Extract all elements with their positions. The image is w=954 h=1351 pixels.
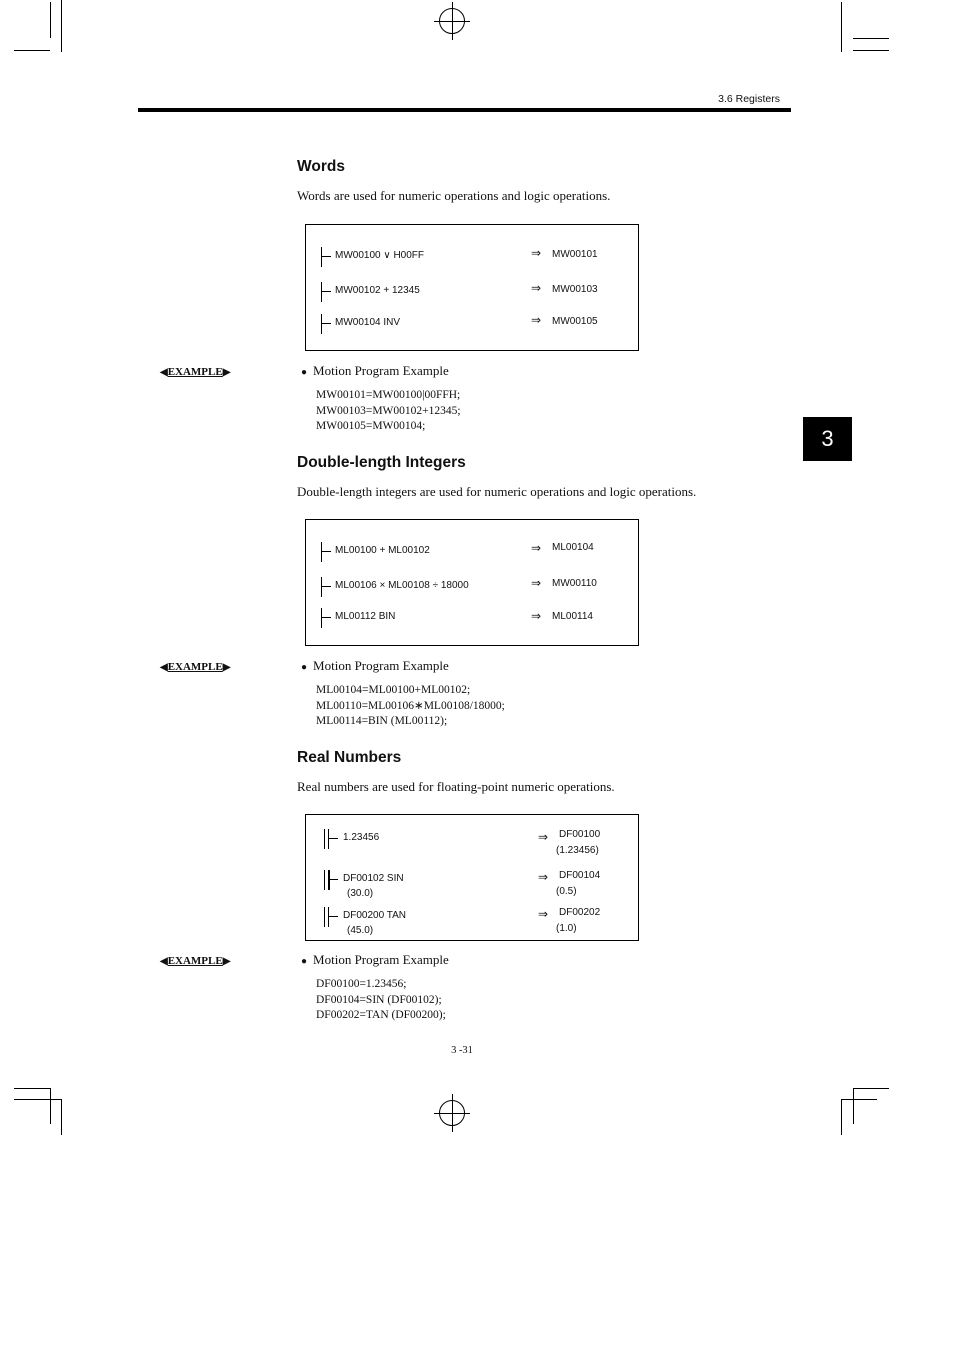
rung-expression: ML00106 × ML00108 ÷ 18000 (335, 580, 469, 591)
rung-expression-value: (45.0) (347, 925, 374, 936)
section-description-words: Words are used for numeric operations and logic operations. (297, 188, 611, 203)
code-example (316, 977, 446, 1024)
code-line: ML00110=ML00106∗ML00108/18000; (316, 699, 505, 712)
triangle-right-icon: ▶ (222, 662, 231, 673)
section-description-real-numbers: Real numbers are used for floating-point numeric operations. (297, 779, 615, 794)
triangle-left-icon: ◀ (160, 662, 168, 673)
header-rule (138, 108, 791, 112)
section-title-words: Words (297, 158, 345, 175)
bullet-icon: ● (301, 662, 308, 673)
rung-destination: MW00105 (552, 316, 598, 327)
section-title-real-numbers: Real Numbers (297, 749, 402, 766)
example-tag: ◀EXAMPLE▶ (160, 955, 231, 967)
assign-arrow-icon: ⇒ (538, 870, 549, 884)
code-line: DF00202=TAN (DF00200); (316, 1009, 446, 1021)
code-line: ML00104=ML00100+ML00102; (316, 684, 471, 696)
rung-destination: DF00202 (559, 907, 601, 918)
triangle-left-icon: ◀ (160, 367, 168, 378)
triangle-right-icon: ▶ (222, 367, 231, 378)
code-line: MW00101=MW00100|00FFH; (316, 389, 461, 401)
rung-destination: DF00104 (559, 870, 601, 881)
example-tag: ◀EXAMPLE▶ (160, 661, 231, 673)
assign-arrow-icon: ⇒ (538, 830, 549, 844)
assign-arrow-icon: ⇒ (531, 541, 542, 555)
assign-arrow-icon: ⇒ (531, 609, 542, 623)
code-line: ML00114=BIN (ML00112); (316, 715, 448, 727)
example-tag: ◀EXAMPLE▶ (160, 366, 231, 378)
ladder-diagram-double-length (305, 519, 639, 646)
rung-expression-value: (30.0) (347, 888, 374, 899)
rung-expression: MW00100 ∨ H00FF (335, 250, 425, 261)
rung-expression: ML00100 + ML00102 (335, 545, 430, 556)
rung-destination-value: (1.23456) (556, 845, 599, 856)
bullet-item: ● Motion Program Example (301, 658, 449, 673)
assign-arrow-icon: ⇒ (531, 281, 542, 295)
rung-destination: ML00104 (552, 542, 594, 553)
section-title-double-length: Double-length Integers (297, 454, 466, 471)
code-line: DF00104=SIN (DF00102); (316, 993, 442, 1006)
rung-expression: 1.23456 (343, 832, 380, 843)
code-line: MW00103=MW00102+12345; (316, 404, 461, 417)
rung-destination: DF00100 (559, 829, 601, 840)
rung-destination: MW00103 (552, 284, 598, 295)
triangle-left-icon: ◀ (160, 956, 168, 967)
assign-arrow-icon: ⇒ (531, 313, 542, 327)
rung-expression: MW00104 INV (335, 317, 401, 328)
bullet-icon: ● (301, 367, 308, 378)
ladder-diagram-real-numbers (305, 814, 639, 941)
rung-destination-value: (1.0) (556, 923, 577, 934)
page-number: 3 -31 (451, 1045, 473, 1056)
bullet-item: ● Motion Program Example (301, 952, 449, 967)
ladder-diagram-words (305, 224, 639, 351)
bullet-item: ● Motion Program Example (301, 363, 449, 378)
section-header-label: 3.6 Registers (718, 93, 780, 105)
code-example (316, 683, 505, 730)
triangle-right-icon: ▶ (222, 956, 231, 967)
assign-arrow-icon: ⇒ (531, 246, 542, 260)
rung-destination: MW00110 (552, 578, 597, 589)
section-description-double-length: Double-length integers are used for numeric operations and logic operations. (297, 484, 697, 499)
rung-expression: ML00112 BIN (335, 611, 396, 622)
rung-destination-value: (0.5) (556, 886, 577, 897)
rung-expression: MW00102 + 12345 (335, 285, 420, 296)
rung-destination: MW00101 (552, 249, 598, 260)
rung-expression: DF00102 SIN (343, 873, 404, 884)
code-line: DF00100=1.23456; (316, 978, 407, 990)
bullet-icon: ● (301, 956, 308, 967)
code-line: MW00105=MW00104; (316, 420, 426, 432)
rung-destination: ML00114 (552, 611, 593, 622)
assign-arrow-icon: ⇒ (531, 576, 542, 590)
rung-expression: DF00200 TAN (343, 910, 406, 921)
chapter-tab: 3 (803, 417, 852, 461)
code-example (316, 388, 461, 435)
assign-arrow-icon: ⇒ (538, 907, 549, 921)
